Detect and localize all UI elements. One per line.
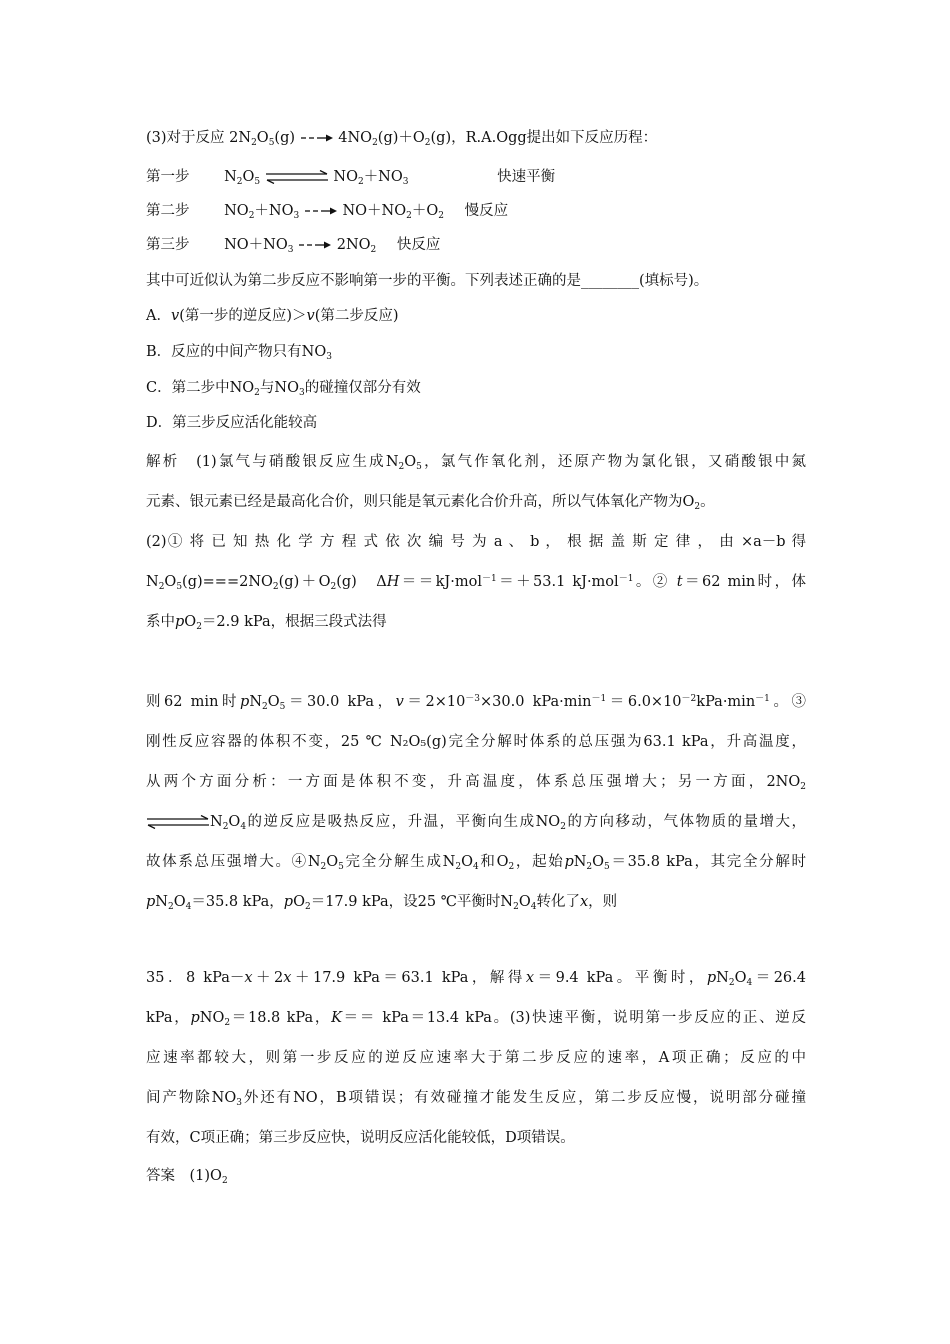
- analysis-line: 解析 (1)氯气与硝酸银反应生成$N_2O_5$，氯气作氧化剂，还原产物为氯化银，又硝酸银中氮: [146, 454, 806, 472]
- analysis-line: $N_2O_4$的逆反应是吸热反应，升温，平衡向生成$NO_2$的方向移动，气体物质的量增大，: [146, 812, 806, 832]
- analysis-line: $N_2O_5(g)===2NO_2(g)+O_2(g)$ ΔH＝＝kJ·mol$^{-1}$＝＋53.1 kJ·mol$^{-1}$。② t＝62 min时，体: [146, 574, 807, 592]
- step-1: 第一步 $N_2O_5$ $NO_2+NO_3$ 快速平衡: [146, 169, 556, 187]
- analysis-line: 系中$pO_2=2.9$ kPa，根据三段式法得: [146, 614, 387, 632]
- option-b: B．反应的中间产物只有$NO_3$: [146, 344, 332, 362]
- irreversible-arrow-icon: [300, 133, 334, 143]
- analysis-line: 则62 min时$pN_2O_5=30.0$ kPa，$v=2\times 10^{-3}\times 30.0$ $kPa\cdot\min^{-1}=6.0\times 10^{-2}kPa\cdot\min^{-1}$。③: [146, 694, 807, 712]
- analysis-line: 有效，C项正确；第三步反应快，说明反应活化能较低，D项错误。: [146, 1130, 575, 1146]
- analysis-line: $pN_2O_4=35.8$ kPa，$pO_2=17.9$ kPa，设25 ℃平衡时$N_2O_4$转化了x，则: [146, 894, 618, 912]
- analysis-line: 故体系总压强增大。$④N_2O_5$完全分解生成$N_2O_4$和$O_2$，起始$pN_2O_5=35.8$ kPa，其完全分解时: [146, 854, 807, 872]
- equilibrium-arrow-icon: [265, 170, 329, 184]
- step-2: 第二步 $NO_2+NO_3$ $NO+NO_2+O_2$ 慢反应: [146, 203, 509, 221]
- question-intro: (3)对于反应 $2N_2O_5(g)$ $4NO_2(g)+O_2(g)$，R.A.Ogg提出如下反应历程：: [146, 130, 658, 148]
- analysis-line: 应速率都较大，则第一步反应的逆反应速率大于第二步反应的速率，A项正确；反应的中: [146, 1050, 806, 1066]
- option-c: C．第二步中$NO_2$与$NO_3$的碰撞仅部分有效: [146, 380, 421, 398]
- analysis-line: (2)① 将 已 知 热 化 学 方 程 式 依 次 编 号 为 a 、 b ， 根 据 盖 斯 定 律 ， 由 ×a－b 得: [146, 534, 806, 550]
- irreversible-arrow-icon: [298, 240, 332, 250]
- step-3: 第三步 $NO+NO_3$ $2NO_2$ 快反应: [146, 237, 441, 255]
- analysis-line: 35．8 kPa－x＋2x＋17.9 kPa＝63.1 kPa，解得x＝9.4 kPa。平衡时，$pN_2O_4=26.4$: [146, 970, 806, 988]
- irreversible-arrow-icon: [304, 206, 338, 216]
- analysis-line: kPa，pNO$_2$＝18.8 kPa，K＝＝ kPa＝13.4 kPa。(3)快速平衡，说明第一步反应的正、逆反: [146, 1010, 806, 1028]
- option-a: A．v(第一步的逆反应)＞v(第二步反应): [146, 308, 399, 324]
- equilibrium-arrow-icon: [146, 815, 210, 829]
- analysis-line: 元素、银元素已经是最高化合价，则只能是氧元素化合价升高，所以气体氧化产物为$O_2$。: [146, 494, 715, 512]
- analysis-line: 从两个方面分析：一方面是体积不变，升高温度，体系总压强增大；另一方面，$2NO_2$: [146, 774, 806, 792]
- analysis-line: 刚性反应容器的体积不变，25 ℃ N₂O₅(g)完全分解时体系的总压强为63.1 kPa，升高温度，: [146, 734, 806, 750]
- analysis-line: 间产物除$NO_3$外还有NO，B项错误；有效碰撞才能发生反应，第二步反应慢，说明部分碰撞: [146, 1090, 806, 1108]
- answer-line: 答案 $(1)O_2$: [146, 1168, 228, 1186]
- question-text: 其中可近似认为第二步反应不影响第一步的平衡。下列表述正确的是________(填标号)。: [146, 273, 709, 289]
- option-d: D．第三步反应活化能较高: [146, 415, 318, 431]
